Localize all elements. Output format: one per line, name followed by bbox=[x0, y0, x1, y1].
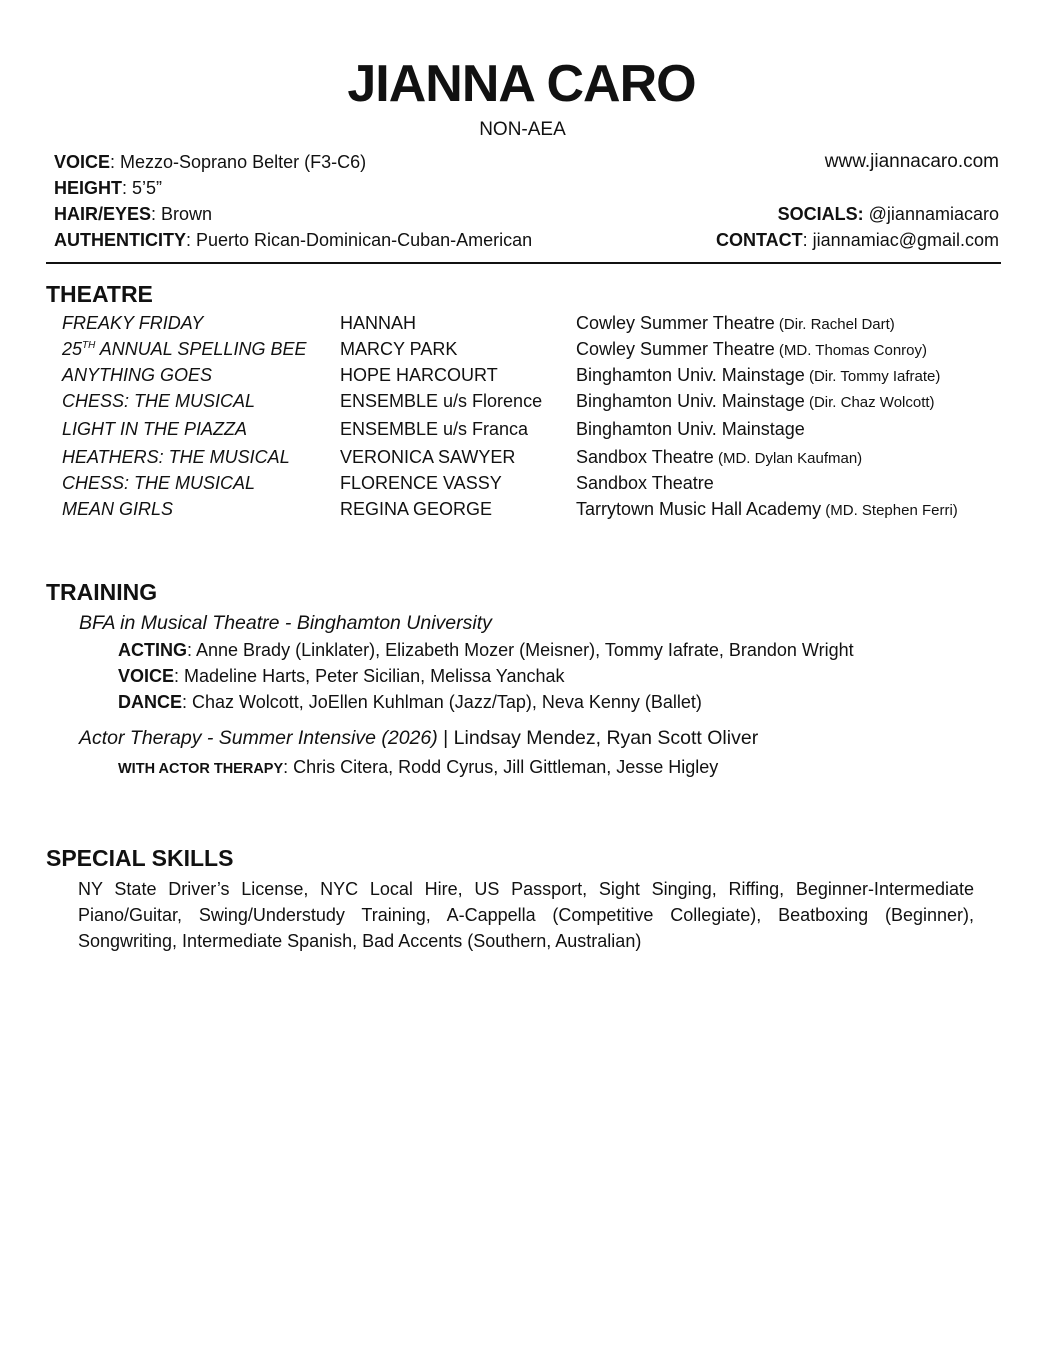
training-label: ACTING bbox=[118, 640, 187, 660]
credit-venue: Sandbox Theatre bbox=[576, 473, 714, 493]
socials bbox=[716, 201, 999, 227]
credit-show: MEAN GIRLS bbox=[62, 499, 174, 519]
credit-role: HANNAH bbox=[340, 313, 417, 333]
training-value: : Chris Citera, Rodd Cyrus, Jill Gittleman, Jesse Higley bbox=[283, 757, 719, 777]
credit-role: MARCY PARK bbox=[340, 339, 458, 359]
training-label: VOICE bbox=[118, 666, 175, 686]
info-label: HAIR/EYES bbox=[54, 204, 152, 224]
info-value: : Brown bbox=[151, 204, 213, 224]
training-line bbox=[118, 754, 718, 782]
credit-row bbox=[0, 470, 1055, 496]
credit-note: (Dir. Rachel Dart) bbox=[774, 316, 895, 333]
info-label: AUTHENTICITY bbox=[54, 230, 186, 250]
training-value: : Anne Brady (Linklater), Elizabeth Mozer (Meisner), Tommy Iafrate, Brandon Wright bbox=[187, 640, 854, 660]
personal-info bbox=[54, 149, 532, 253]
credit-show: FREAKY FRIDAY bbox=[62, 313, 204, 333]
credit-row bbox=[0, 310, 1055, 336]
ordinal-suffix: TH bbox=[82, 340, 96, 351]
credit-role: ENSEMBLE u/s Florence bbox=[340, 391, 543, 411]
credit-show: ANYTHING GOES bbox=[62, 365, 213, 385]
credit-venue: Tarrytown Music Hall Academy (MD. Stephen Ferri) bbox=[576, 499, 958, 519]
credit-role: ENSEMBLE u/s Franca bbox=[340, 419, 529, 439]
info-value: : 5’5” bbox=[122, 178, 163, 198]
union-status: NON-AEA bbox=[479, 119, 566, 140]
credit-show: CHESS: THE MUSICAL bbox=[62, 473, 256, 493]
credit-row bbox=[0, 388, 1055, 414]
header-divider bbox=[46, 262, 1001, 264]
credit-show: CHESS: THE MUSICAL bbox=[62, 391, 256, 411]
training-label: WITH ACTOR THERAPY bbox=[118, 761, 284, 777]
training-line bbox=[118, 689, 702, 715]
training-label: DANCE bbox=[118, 692, 183, 712]
info-voice bbox=[54, 149, 532, 175]
training-value: : Chaz Wolcott, JoEllen Kuhlman (Jazz/Tap), Neva Kenny (Ballet) bbox=[182, 692, 702, 712]
credit-role: FLORENCE VASSY bbox=[340, 473, 502, 493]
training-line bbox=[118, 637, 854, 663]
info-hair-eyes bbox=[54, 201, 532, 227]
credit-show: 25TH ANNUAL SPELLING BEE bbox=[62, 339, 307, 359]
credit-role: VERONICA SAWYER bbox=[340, 447, 516, 467]
info-label: HEIGHT bbox=[54, 178, 123, 198]
credit-venue: Sandbox Theatre (MD. Dylan Kaufman) bbox=[576, 447, 863, 467]
socials-handle[interactable]: @jiannamiacaro bbox=[863, 204, 999, 224]
credit-show: LIGHT IN THE PIAZZA bbox=[62, 419, 248, 439]
credit-row bbox=[0, 416, 1055, 442]
credit-note: (MD. Thomas Conroy) bbox=[774, 342, 928, 359]
credit-note: (MD. Dylan Kaufman) bbox=[713, 450, 863, 467]
contact-info bbox=[716, 149, 999, 253]
training-program-title: BFA in Musical Theatre - Binghamton University bbox=[79, 612, 492, 634]
training-program-title: Actor Therapy - Summer Intensive (2026) | Lindsay Mendez, Ryan Scott Oliver bbox=[79, 727, 759, 749]
performer-name: JIANNA CARO bbox=[347, 55, 696, 113]
training-heading: TRAINING bbox=[46, 579, 158, 605]
credit-role: HOPE HARCOURT bbox=[340, 365, 498, 385]
training-value: : Madeline Harts, Peter Sicilian, Melissa Yanchak bbox=[174, 666, 565, 686]
credit-row bbox=[0, 444, 1055, 470]
info-label: VOICE bbox=[54, 152, 111, 172]
credit-venue: Cowley Summer Theatre (Dir. Rachel Dart) bbox=[576, 313, 895, 333]
info-value: : Mezzo-Soprano Belter (F3-C6) bbox=[110, 152, 367, 172]
credit-show: HEATHERS: THE MUSICAL bbox=[62, 447, 290, 467]
info-authenticity bbox=[54, 227, 532, 253]
credit-row bbox=[0, 336, 1055, 362]
credit-note: (MD. Stephen Ferri) bbox=[821, 502, 958, 519]
skills-heading: SPECIAL SKILLS bbox=[46, 845, 234, 871]
contact bbox=[716, 227, 999, 253]
credit-venue: Cowley Summer Theatre (MD. Thomas Conroy) bbox=[576, 339, 928, 359]
credit-venue: Binghamton Univ. Mainstage bbox=[576, 419, 805, 439]
credit-row bbox=[0, 496, 1055, 522]
credit-venue: Binghamton Univ. Mainstage (Dir. Chaz Wolcott) bbox=[576, 391, 935, 411]
skills-text: NY State Driver’s License, NYC Local Hire, US Passport, Sight Singing, Riffing, Beginner-Intermediate Piano/Guitar, Swing/Understudy Training, A-Cappella (Competitive Collegiate), Beatboxing (Beginner), Songwriting, Intermediate Spanish, Bad Accents (Southern, Australian) bbox=[78, 879, 974, 951]
credit-note: (Dir. Tommy Iafrate) bbox=[804, 368, 941, 385]
credit-role: REGINA GEORGE bbox=[340, 499, 493, 519]
contact-email[interactable]: : jiannamiac@gmail.com bbox=[802, 230, 999, 250]
credit-note: (Dir. Chaz Wolcott) bbox=[804, 394, 935, 411]
socials-label: SOCIALS: bbox=[777, 204, 864, 224]
info-height bbox=[54, 175, 532, 201]
info-value: : Puerto Rican-Dominican-Cuban-American bbox=[186, 230, 533, 250]
credit-venue: Binghamton Univ. Mainstage (Dir. Tommy Iafrate) bbox=[576, 365, 941, 385]
credit-row bbox=[0, 362, 1055, 388]
contact-label: CONTACT bbox=[716, 230, 803, 250]
theatre-heading: THEATRE bbox=[46, 281, 153, 307]
website-link[interactable]: www.jiannacaro.com bbox=[824, 151, 999, 172]
training-line bbox=[118, 663, 565, 689]
